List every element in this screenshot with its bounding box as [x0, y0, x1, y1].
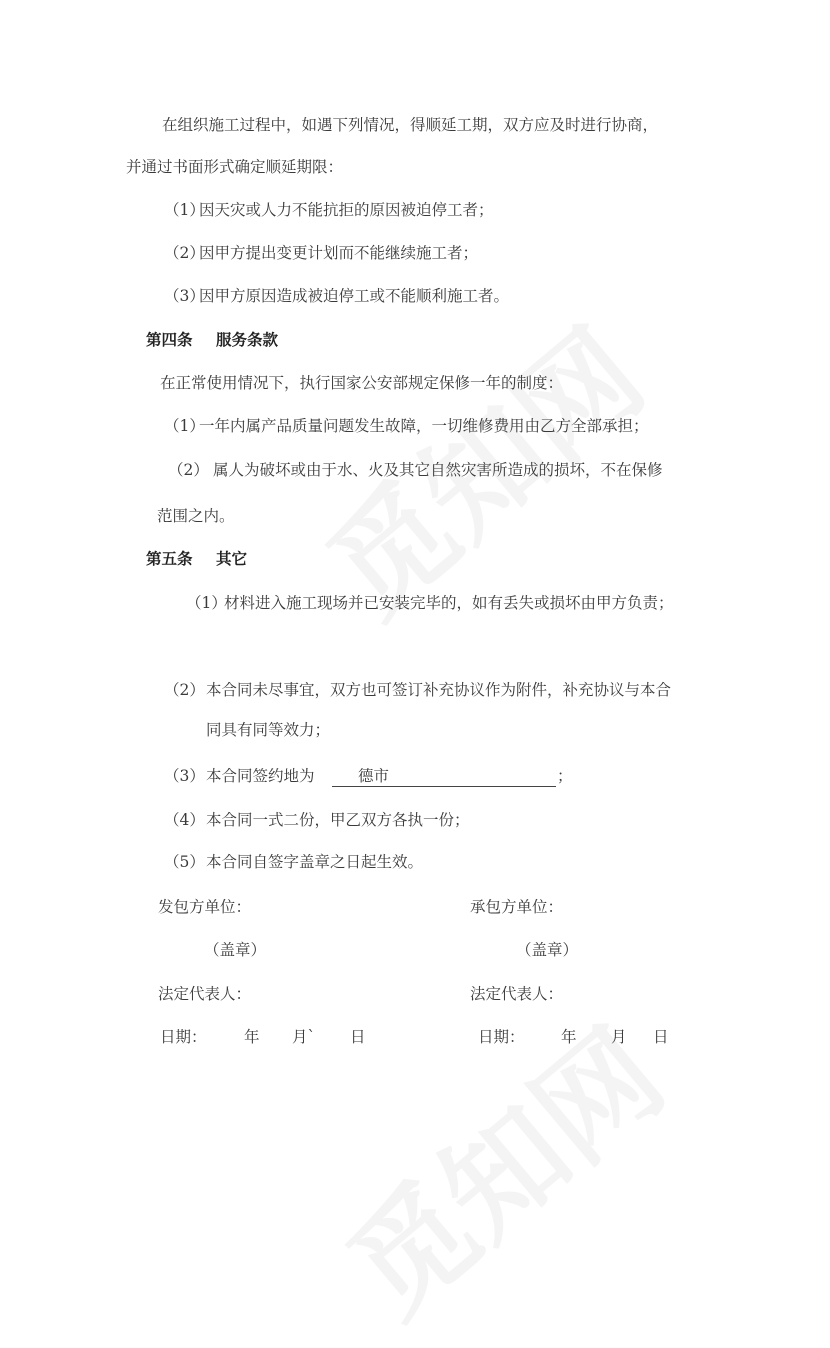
article3-item-1 [164, 200, 494, 220]
article4-item-2 [168, 460, 663, 480]
article3-intro-line1: 在组织施工过程中，如遇下列情况，得顺延工期，双方应及时进行协商， [162, 116, 659, 134]
signing-place-value: 德市 [358, 767, 390, 785]
article4-heading [146, 330, 279, 350]
article4-item-1 [164, 416, 649, 436]
item-number: （5） [164, 853, 205, 871]
item-text: 本合同自签字盖章之日起生效。 [206, 853, 424, 871]
heading-title: 服务条款 [216, 330, 279, 349]
left-date-month: 月` [292, 1028, 316, 1046]
right-seal-label: （盖章） [516, 941, 579, 959]
right-unit-label: 承包方单位： [470, 898, 564, 916]
left-unit-label: 发包方单位： [158, 898, 252, 916]
item-text: 本合同未尽事宜，双方也可签订补充协议作为附件，补充协议与本合 [206, 681, 672, 699]
item-text: 材料进入施工现场并已安装完毕的，如有丢失或损坏由甲方负责； [224, 594, 674, 612]
article3-intro-line2: 并通过书面形式确定顺延期限： [126, 158, 344, 176]
left-date-year: 年 [244, 1028, 260, 1046]
item-number: （1） [164, 417, 205, 435]
item-text: 因甲方提出变更计划而不能继续施工者； [199, 244, 479, 262]
article5-item-2-cont: 同具有同等效力； [206, 721, 331, 739]
item-number: （2） [164, 244, 205, 262]
item-text: 本合同签约地为 [206, 767, 315, 785]
heading-number: 第五条 [146, 549, 193, 568]
right-date-label: 日期： [478, 1028, 525, 1046]
article4-item-2-cont: 范围之内。 [157, 507, 235, 525]
right-date-day: 日 [653, 1028, 669, 1046]
right-date-month: 月 [611, 1028, 627, 1046]
left-date-label: 日期： [160, 1028, 207, 1046]
article3-item-3 [164, 286, 510, 306]
left-date-day: 日 [350, 1028, 366, 1046]
article4-intro: 在正常使用情况下，执行国家公安部规定保修一年的制度： [160, 374, 564, 392]
item-number: （1） [164, 201, 205, 219]
item-number: （4） [164, 811, 205, 829]
item-number: （3） [164, 287, 205, 305]
article5-item-4 [164, 810, 470, 830]
article5-item-3 [164, 766, 315, 786]
item-text: 因甲方原因造成被迫停工或不能顺利施工者。 [199, 287, 510, 305]
article5-item-5 [164, 852, 424, 872]
article5-heading [146, 549, 248, 569]
heading-number: 第四条 [146, 330, 193, 349]
item-text: 属人为破坏或由于水、火及其它自然灾害所造成的损坏，不在保修 [213, 461, 663, 479]
item-text: 因天灾或人力不能抗拒的原因被迫停工者； [199, 201, 494, 219]
heading-title: 其它 [216, 549, 248, 568]
item-text: 本合同一式二份，甲乙双方各执一份； [206, 811, 470, 829]
left-rep-label: 法定代表人： [158, 985, 252, 1003]
signing-place-end: ； [557, 767, 573, 785]
item-number: （3） [164, 767, 205, 785]
item-number: （2） [164, 681, 205, 699]
item-text: 一年内属产品质量问题发生故障，一切维修费用由乙方全部承担； [199, 417, 649, 435]
item-number: （1） [186, 594, 227, 612]
left-seal-label: （盖章） [204, 941, 267, 959]
article5-item-2 [164, 680, 672, 700]
signing-place-underline [332, 786, 556, 787]
right-rep-label: 法定代表人： [470, 985, 564, 1003]
article5-item-1 [186, 593, 674, 613]
item-number: （2） [168, 461, 209, 479]
right-date-year: 年 [561, 1028, 577, 1046]
article3-item-2 [164, 243, 479, 263]
